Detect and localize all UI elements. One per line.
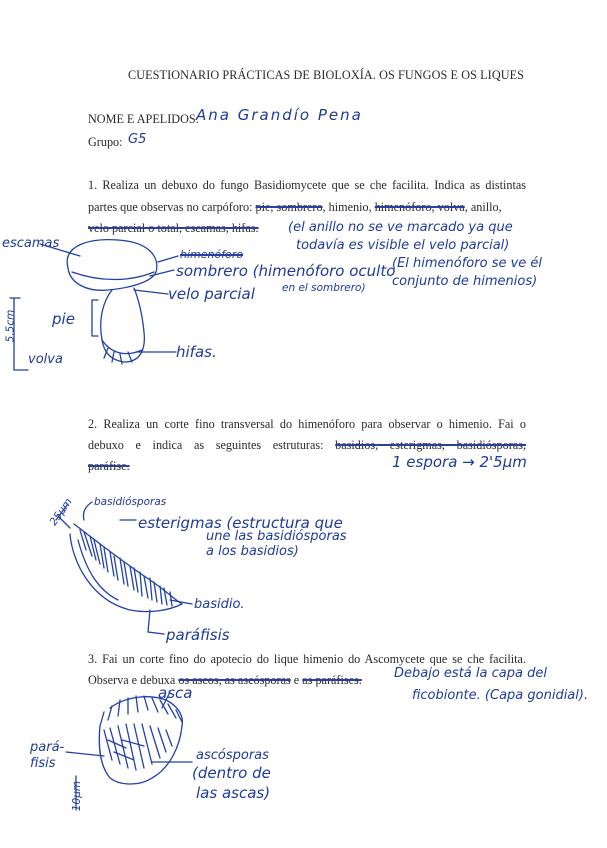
label-volva: volva [28, 352, 63, 367]
q1-note-4: conjunto de himenios) [392, 274, 538, 289]
q2-note: 1 espora → 2'5µm [392, 453, 527, 471]
q1-text-a: partes que observas no carpóforo: [88, 200, 256, 214]
label-escamas: escamas [2, 236, 60, 251]
label-esterigmas: esterigmas (estructura que [138, 514, 343, 532]
label-esterigmas-3: a los basidios) [206, 544, 299, 559]
label-hifas: hifas. [176, 343, 217, 361]
q1-note-1: (el anillo no se ve marcado ya que [288, 220, 513, 235]
student-name: Ana Grandío Pena [196, 106, 363, 124]
label-asca: asca [158, 684, 193, 702]
q3-struck-a: os ascos, as ascósporas [178, 673, 291, 687]
label-sombrero-2: en el sombrero) [282, 282, 366, 294]
q3-note-2: ficobionte. (Capa gonidial). [412, 688, 589, 703]
label-sombrero: sombrero (himenóforo oculto [176, 262, 396, 280]
apothecium-drawing [66, 692, 192, 810]
q1-text-b: , himenio, [322, 200, 375, 214]
q2-line-3: paráfise. [88, 459, 130, 473]
q2-line-1: 2. Realiza un corte fino transversal do himenóforo para observar o himenio. Fai o [88, 417, 526, 431]
label-size-q3: 10µm [71, 780, 84, 812]
q2-struck-a: basidios, esterigmas, basidiósporas, [335, 438, 526, 452]
label-ascosporas-3: las ascas) [196, 784, 271, 802]
q3-line-1: 3. Fai un corte fino do apotecio do lique himenio do Ascomycete que se che facilita. [88, 652, 526, 666]
q1-text-c: , anillo, [464, 200, 502, 214]
label-size-q2: 25µm [47, 496, 75, 528]
label-size-q1: 5.5cm [4, 309, 17, 343]
q3-struck-b: as paráfises. [302, 673, 362, 687]
q1-struck-b: himenóforo, volva [374, 200, 465, 214]
label-parafisis-q2: paráfisis [166, 626, 230, 644]
label-himenoforo: himenóforo [180, 248, 244, 261]
label-parafisis-q3-a: pará- [30, 740, 65, 755]
group-label: Grupo: [88, 135, 123, 149]
label-esterigmas-2: une las basidiósporas [206, 529, 347, 544]
label-parafisis-q3-b: fisis [30, 756, 56, 771]
name-label: NOME E APELIDOS: [88, 112, 200, 126]
q3-note-1: Debajo está la capa del [394, 666, 547, 681]
label-pie: pie [52, 310, 75, 328]
page-title: CUESTIONARIO PRÁCTICAS DE BIOLOXÍA. OS FUNGOS E OS LIQUES [128, 68, 525, 82]
label-basidiosporas: basidiósporas [94, 496, 167, 508]
q3-text-a: Observa e debuxa [88, 673, 179, 687]
label-ascosporas-2: (dentro de [192, 764, 271, 782]
label-ascosporas-1: ascósporas [196, 748, 269, 763]
q3-text-b: e [290, 673, 303, 687]
q1-line-3: velo parcial o total, escamas, hifas. [88, 221, 259, 235]
q1-note-2: todavía es visible el velo parcial) [296, 238, 510, 253]
q1-line-1: 1. Realiza un debuxo do fungo Basidiomycete que se che facilita. Indica as distintas [88, 178, 526, 192]
q1-note-3: (El himenóforo se ve él [392, 256, 543, 271]
q2-text-a: debuxo e indica as seguintes estruturas: [88, 438, 336, 452]
hymenium-drawing [56, 502, 192, 634]
label-basidio: basidio. [194, 597, 245, 612]
group-value: G5 [128, 132, 147, 147]
mushroom-drawing [10, 240, 178, 370]
label-velo-parcial: velo parcial [168, 285, 255, 303]
q1-struck-a: pie, sombrero [255, 200, 323, 214]
